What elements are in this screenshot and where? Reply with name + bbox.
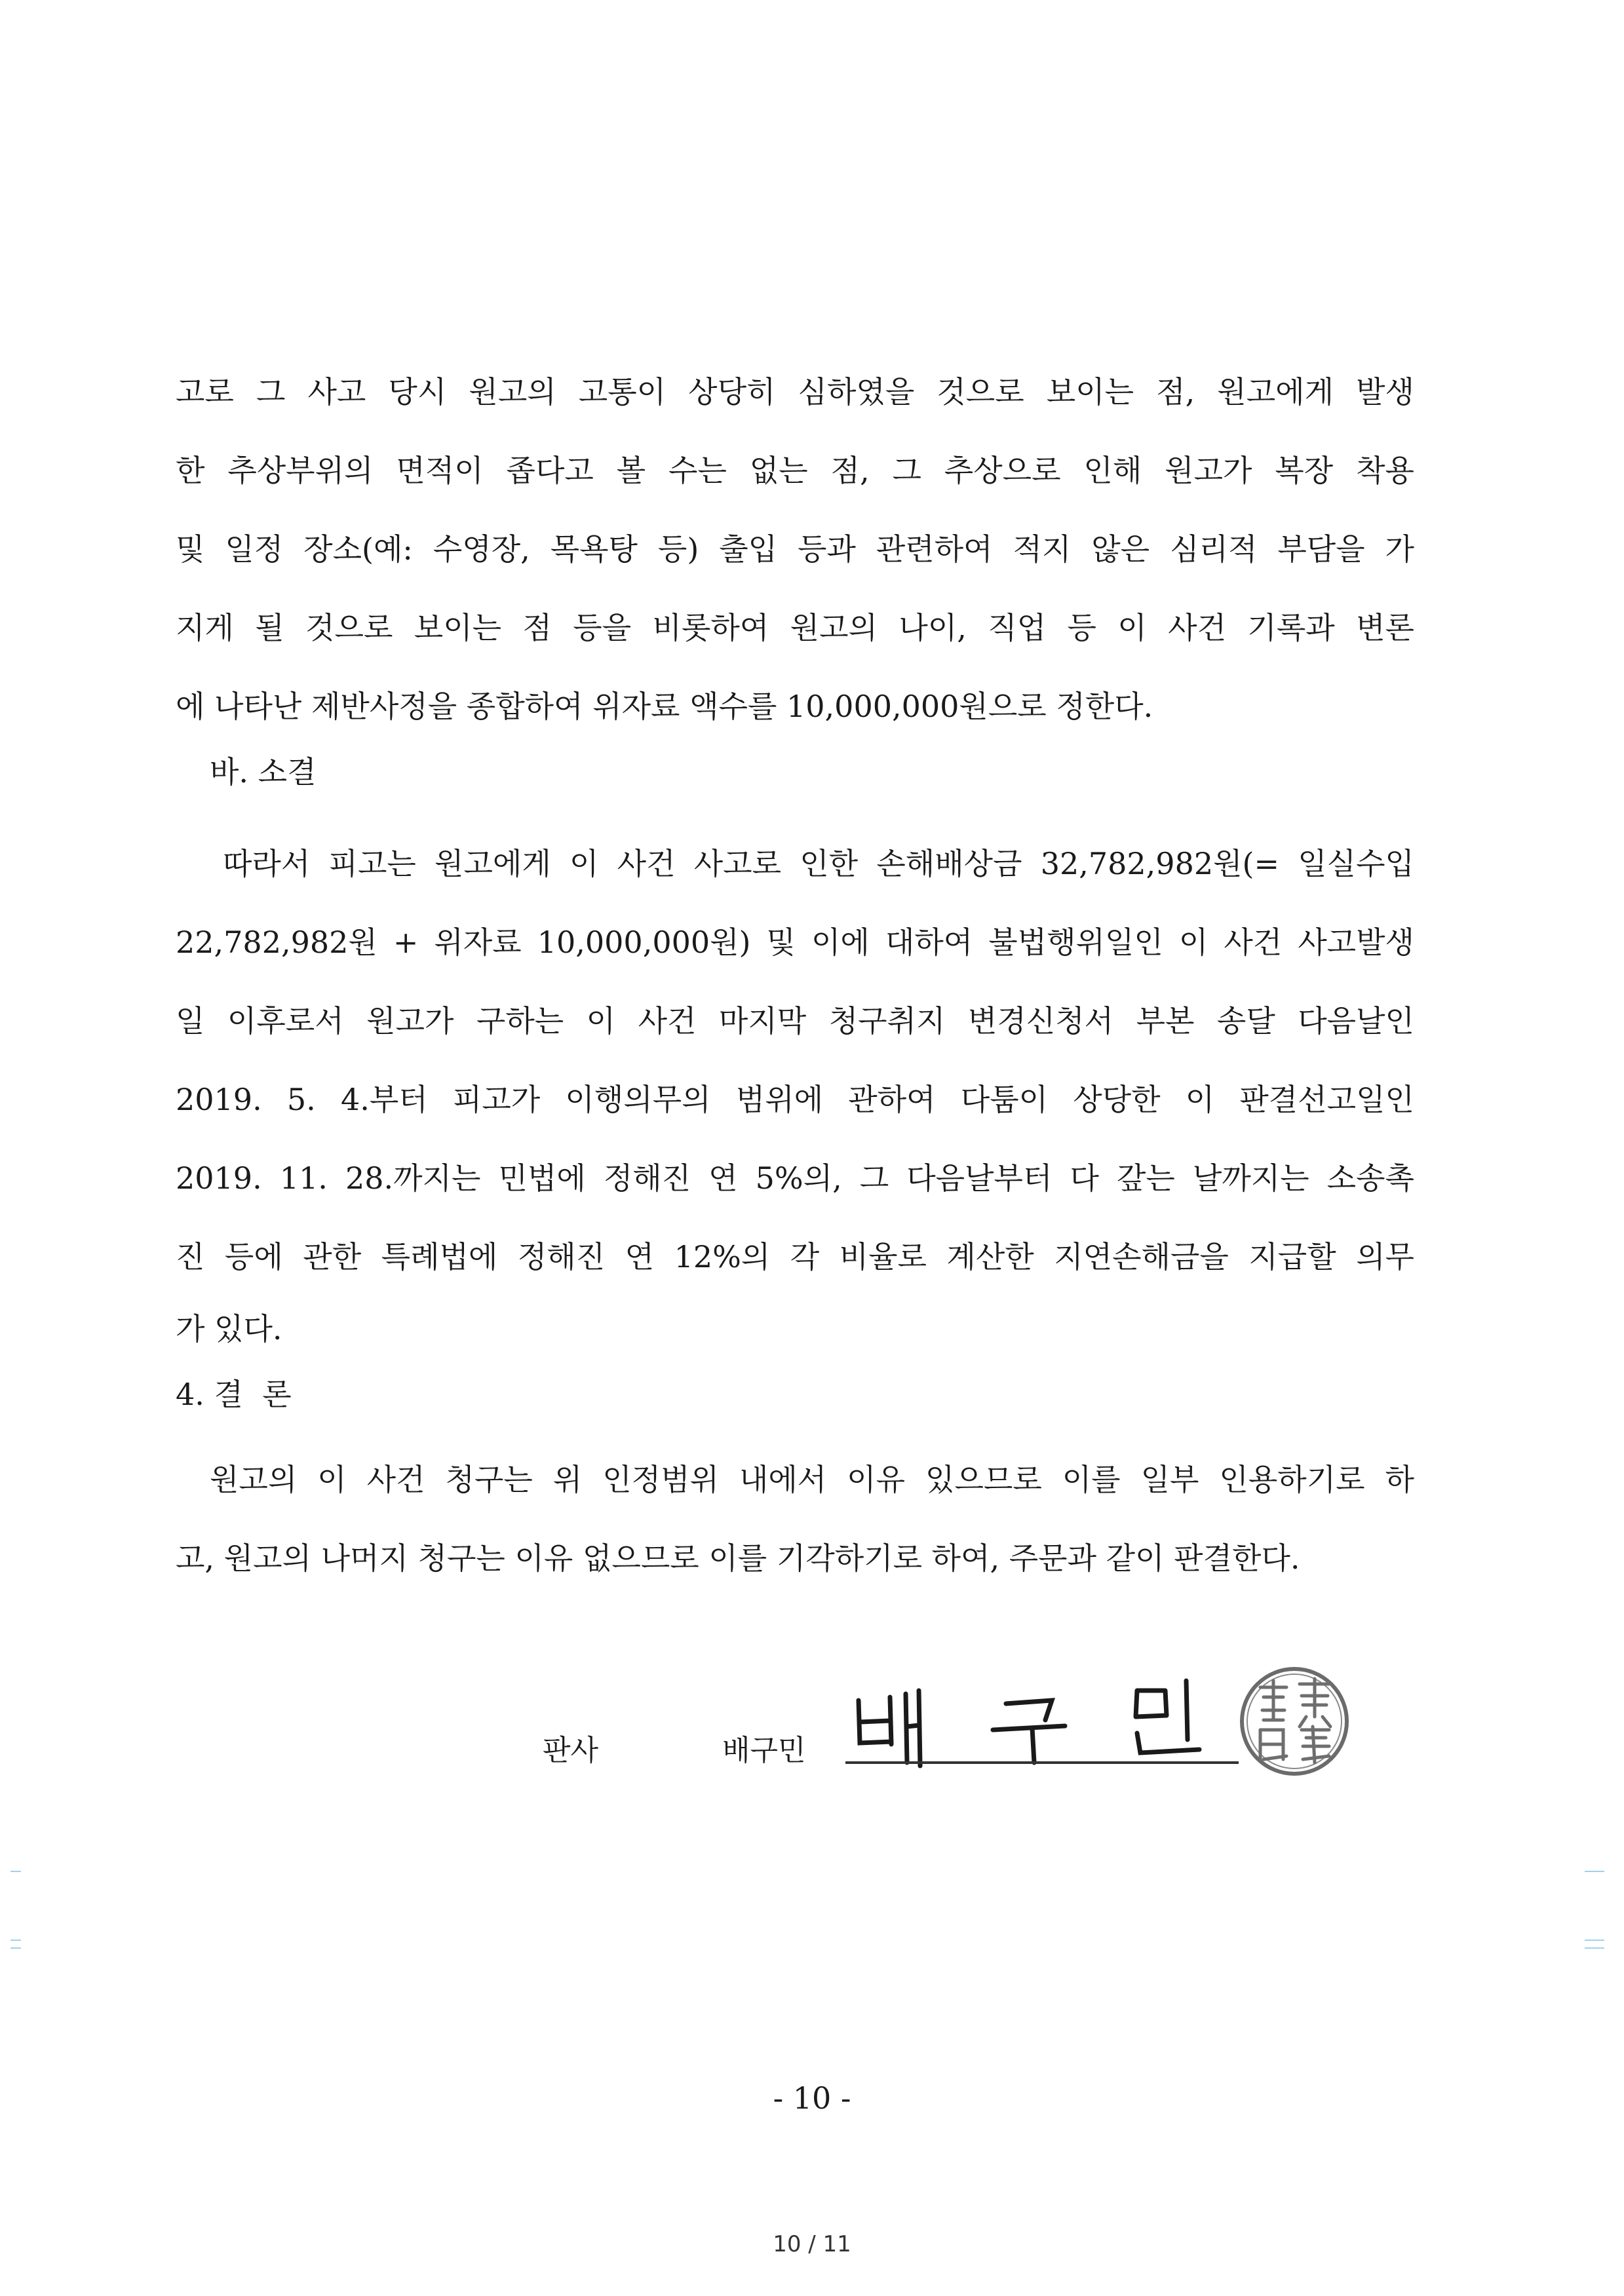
judge-title: 판사	[543, 1734, 599, 1767]
judge-seal-icon	[1237, 1664, 1352, 1779]
right-margin-mark	[1585, 1947, 1604, 1949]
left-margin-mark	[10, 1871, 21, 1872]
paragraph-3-line-2: 고, 원고의 나머지 청구는 이유 없으므로 이를 기각하기로 하여, 주문과 같이 판결한다.	[176, 1540, 1300, 1576]
paragraph-2-line-5: 2019. 11. 28.까지는 민법에 정해진 연 5%의, 그 다음날부터 다 갚는 날까지는 소송촉	[176, 1163, 1414, 1196]
right-margin-mark	[1585, 1940, 1604, 1941]
left-margin-mark	[10, 1947, 21, 1949]
paragraph-1-line-5: 에 나타난 제반사정을 종합하여 위자료 액수를 10,000,000원으로 정한다.	[176, 689, 1153, 724]
page-number: - 10 -	[773, 2080, 851, 2116]
handwritten-signature	[845, 1664, 1239, 1769]
page-counter: 10 / 11	[773, 2231, 851, 2257]
left-margin-mark	[10, 1940, 21, 1941]
section-ba-heading: 바. 소결	[210, 754, 317, 790]
right-margin-mark	[1585, 1871, 1604, 1872]
paragraph-2-line-7: 가 있다.	[176, 1311, 282, 1347]
paragraph-1-line-3: 및 일정 장소(예: 수영장, 목욕탕 등) 출입 등과 관련하여 적지 않은 심리적 부담을 가	[176, 534, 1414, 567]
paragraph-2-line-3: 일 이후로서 원고가 구하는 이 사건 마지막 청구취지 변경신청서 부본 송달 다음날인	[176, 1006, 1414, 1039]
paragraph-1-line-2: 한 추상부위의 면적이 좁다고 볼 수는 없는 점, 그 추상으로 인해 원고가 복장 착용	[176, 455, 1414, 488]
paragraph-1-line-1: 고로 그 사고 당시 원고의 고통이 상당히 심하였을 것으로 보이는 점, 원고에게 발생	[176, 377, 1414, 410]
paragraph-2-line-4: 2019. 5. 4.부터 피고가 이행의무의 범위에 관하여 다툼이 상당한 이 판결선고일인	[176, 1084, 1414, 1117]
paragraph-2-line-6: 진 등에 관한 특례법에 정해진 연 12%의 각 비율로 계산한 지연손해금을 지급할 의무	[176, 1242, 1414, 1274]
paragraph-1-line-4: 지게 될 것으로 보이는 점 등을 비롯하여 원고의 나이, 직업 등 이 사건 기록과 변론	[176, 613, 1414, 645]
signature-underline	[845, 1761, 1239, 1764]
judge-name: 배구민	[722, 1734, 806, 1767]
section-4-heading: 4. 결 론	[176, 1377, 292, 1412]
paragraph-3-line-1: 원고의 이 사건 청구는 위 인정범위 내에서 이유 있으므로 이를 일부 인용하기로 하	[210, 1464, 1414, 1497]
paragraph-2-line-2: 22,782,982원 + 위자료 10,000,000원) 및 이에 대하여 불법행위일인 이 사건 사고발생	[176, 927, 1414, 960]
paragraph-2-line-1: 따라서 피고는 원고에게 이 사건 사고로 인한 손해배상금 32,782,982원(= 일실수입	[223, 849, 1414, 881]
